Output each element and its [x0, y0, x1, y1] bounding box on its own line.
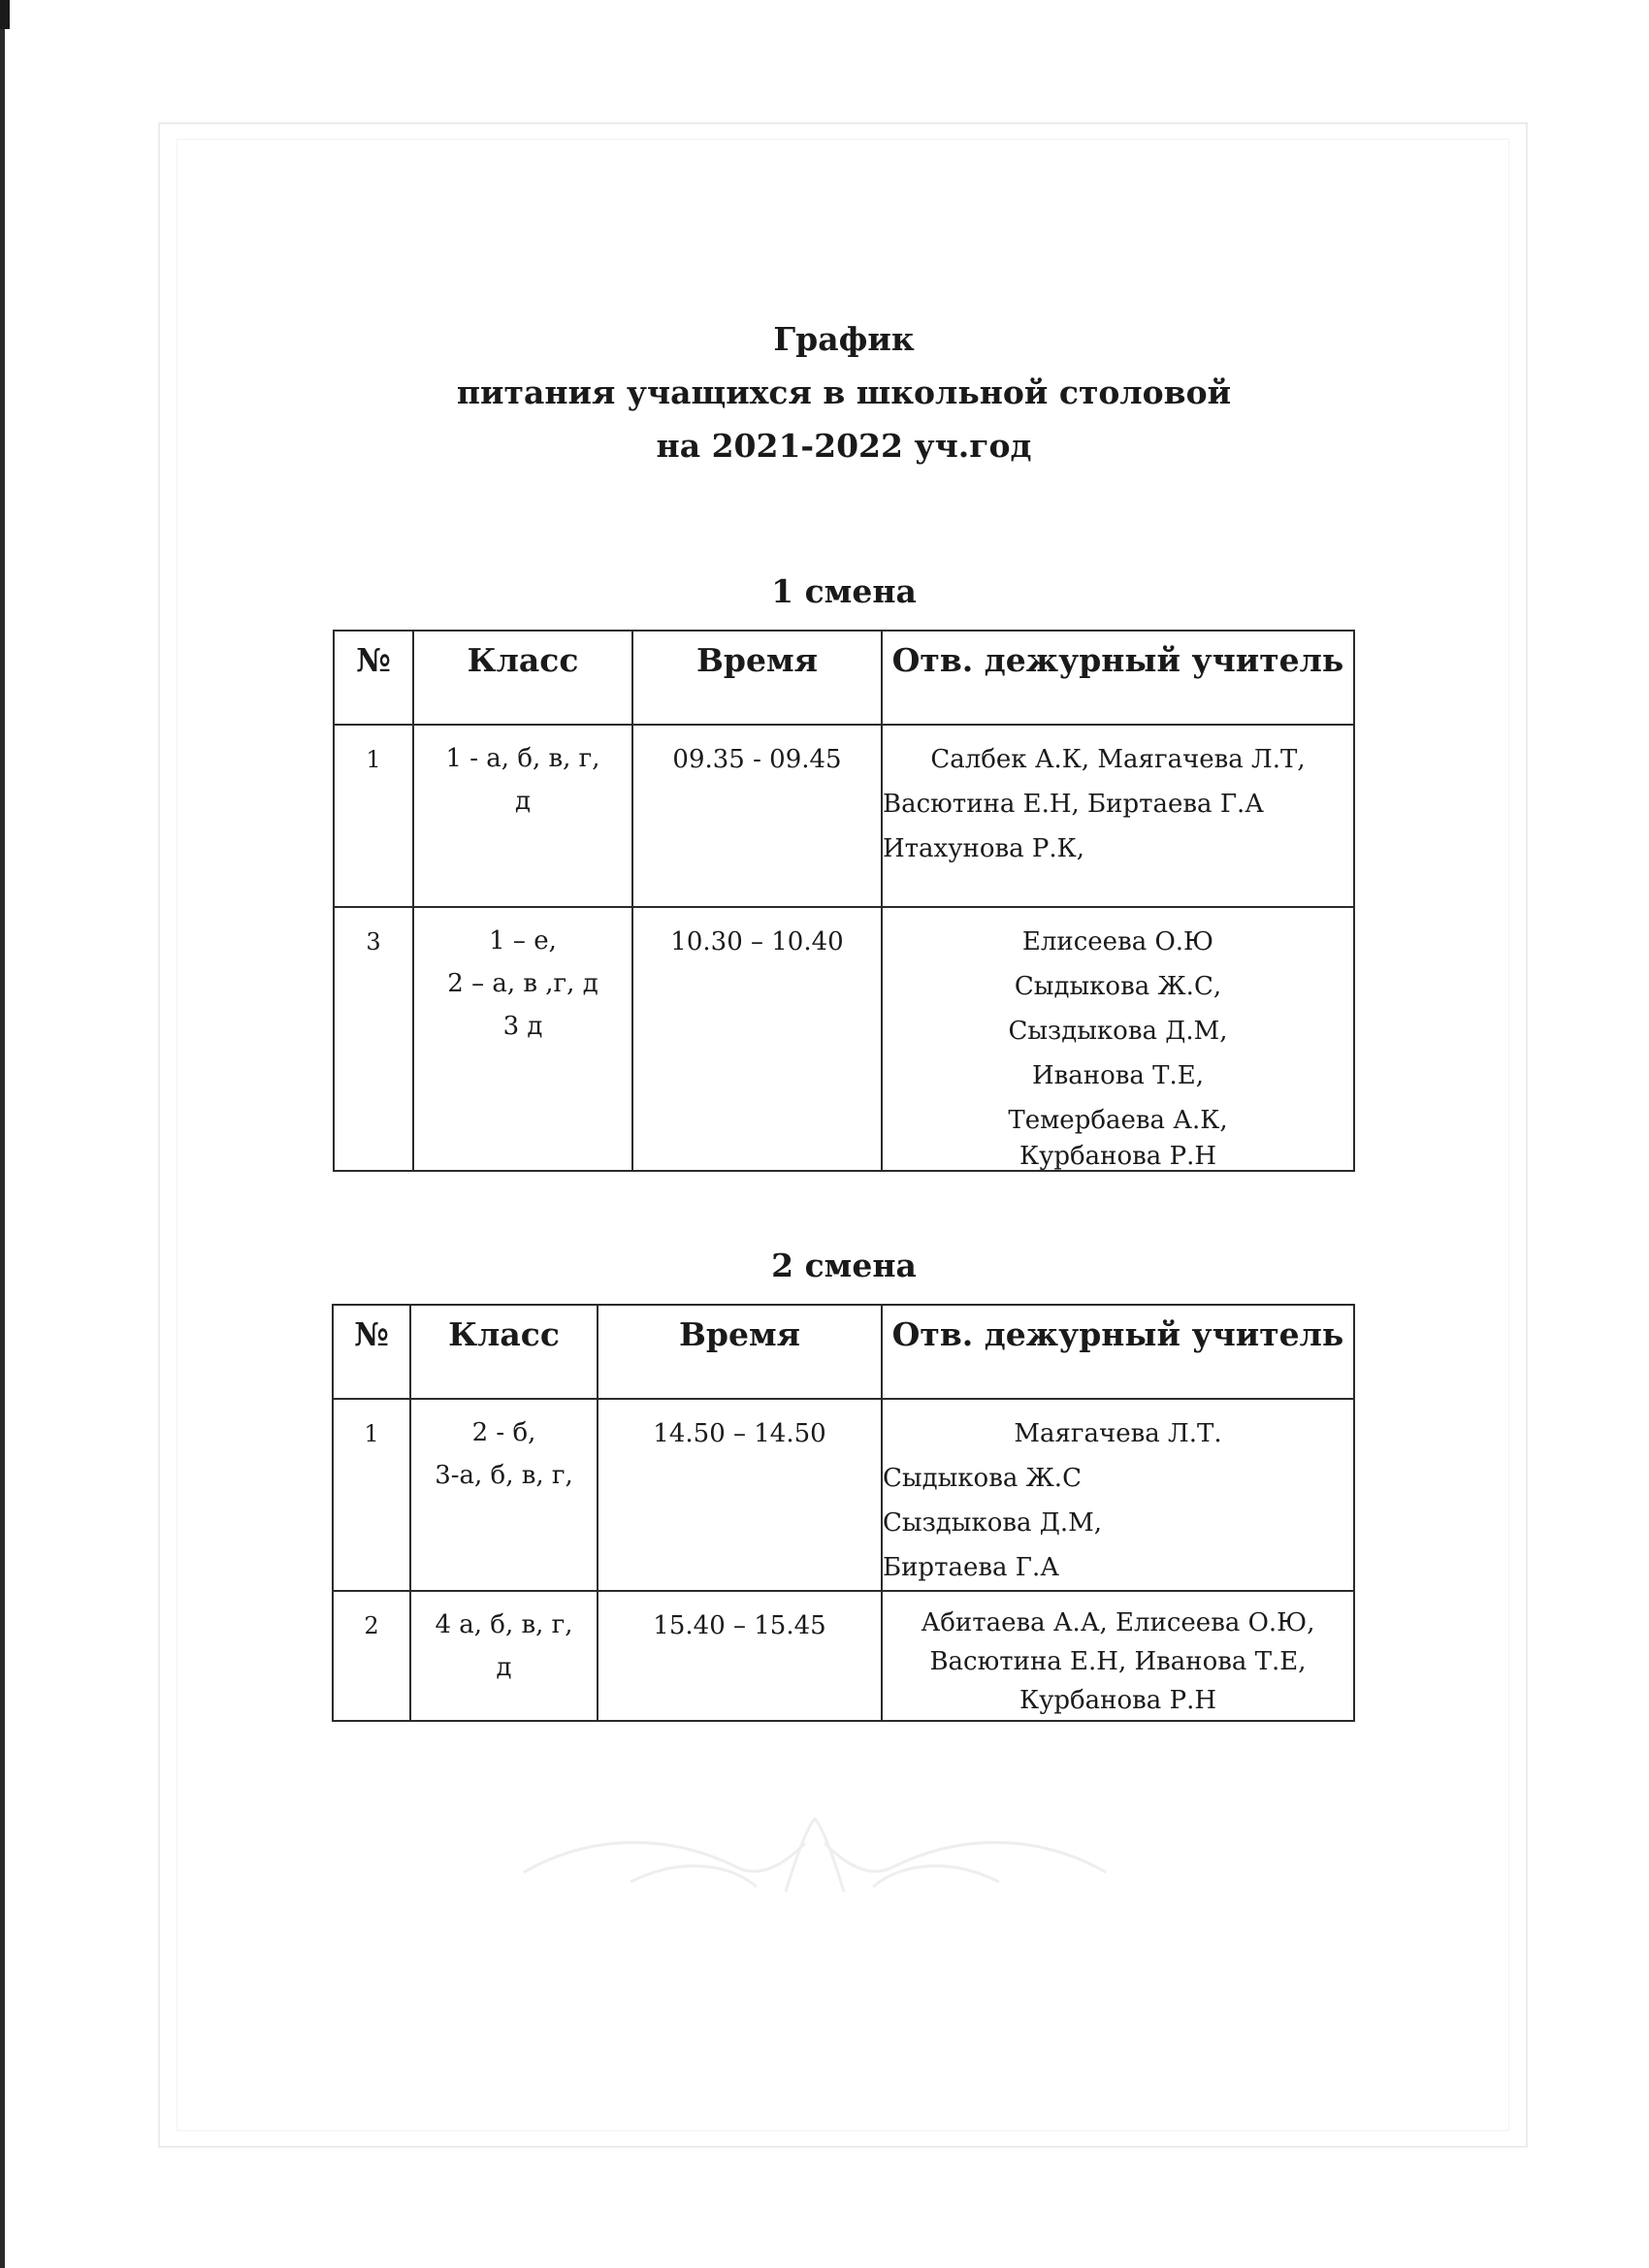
time-cell: 14.50 – 14.50: [598, 1399, 882, 1591]
row-number: 3: [334, 907, 413, 1171]
class-line: 3-а, б, в, г,: [435, 1461, 573, 1490]
class-cell: [413, 907, 632, 1171]
title-line: питания учащихся в школьной столовой: [456, 373, 1232, 411]
teacher-line: Салбек А.К, Маягачева Л.Т,: [930, 745, 1306, 774]
class-line: 1 – е,: [489, 926, 557, 956]
teacher-cell: [882, 1591, 1354, 1721]
teacher-cell: [882, 725, 1354, 907]
shift2-table: [332, 1304, 1355, 1722]
class-line: 2 – а, в ,г, д: [447, 969, 598, 998]
table-row: [334, 725, 1354, 907]
row-number: 2: [333, 1591, 410, 1721]
teacher-line: Итахунова Р.К,: [883, 834, 1085, 863]
decorative-flourish: [514, 1814, 1116, 1901]
class-cell: [410, 1399, 598, 1591]
class-line: 3 д: [502, 1012, 543, 1041]
table-row: [334, 907, 1354, 1171]
teacher-line: Курбанова Р.Н: [1018, 1686, 1217, 1715]
time-cell: 10.30 – 10.40: [632, 907, 882, 1171]
shift1-table: [333, 630, 1355, 1172]
teacher-line: Сыздыкова Д.М,: [1008, 1017, 1228, 1046]
title-line: График: [773, 320, 915, 358]
teacher-line: Сыздыкова Д.М,: [883, 1508, 1103, 1538]
teacher-line: Елисеева О.Ю: [1021, 927, 1214, 956]
class-cell: [413, 725, 632, 907]
time-cell: 09.35 - 09.45: [632, 725, 882, 907]
column-header-teacher: Отв. дежурный учитель: [882, 1305, 1354, 1399]
column-header-num: №: [333, 1305, 410, 1399]
table-header-row: [333, 1305, 1354, 1399]
teacher-cell: [882, 1399, 1354, 1591]
column-header-class: Класс: [413, 631, 632, 725]
teacher-line: Абитаева А.А, Елисеева О.Ю,: [921, 1608, 1315, 1637]
teacher-line: Сыдыкова Ж.С,: [1014, 972, 1222, 1001]
class-cell: [410, 1591, 598, 1721]
column-header-class: Класс: [410, 1305, 598, 1399]
class-line: 1 - а, б, в, г,: [445, 744, 600, 773]
row-number: 1: [333, 1399, 410, 1591]
row-number: 1: [334, 725, 413, 907]
table-row: [333, 1591, 1354, 1721]
teacher-line: Биртаева Г.А: [883, 1553, 1059, 1582]
document-title: [0, 312, 1649, 472]
teacher-line: Курбанова Р.Н: [1018, 1142, 1217, 1171]
class-line: д: [496, 1653, 512, 1682]
teacher-cell: [882, 907, 1354, 1171]
shift2-heading: 2 смена: [771, 1247, 917, 1284]
teacher-line: Темербаева А.К,: [1008, 1106, 1228, 1135]
class-line: 4 а, б, в, г,: [435, 1610, 573, 1639]
class-line: д: [514, 787, 531, 816]
teacher-line: Васютина Е.Н, Биртаева Г.А: [883, 790, 1264, 819]
teacher-line: Сыдыкова Ж.С: [883, 1464, 1082, 1493]
column-header-time: Время: [598, 1305, 882, 1399]
time-cell: 15.40 – 15.45: [598, 1591, 882, 1721]
teacher-line: Васютина Е.Н, Иванова Т.Е,: [929, 1647, 1307, 1676]
table-header-row: [334, 631, 1354, 725]
teacher-line: Иванова Т.Е,: [1031, 1061, 1205, 1090]
title-line: на 2021-2022 уч.год: [656, 427, 1032, 465]
table-row: [333, 1399, 1354, 1591]
class-line: 2 - б,: [471, 1418, 536, 1447]
scan-corner: [0, 0, 10, 29]
column-header-time: Время: [632, 631, 882, 725]
column-header-teacher: Отв. дежурный учитель: [882, 631, 1354, 725]
teacher-line: Маягачева Л.Т.: [1014, 1419, 1222, 1448]
shift1-heading: 1 смена: [771, 572, 917, 610]
column-header-num: №: [334, 631, 413, 725]
